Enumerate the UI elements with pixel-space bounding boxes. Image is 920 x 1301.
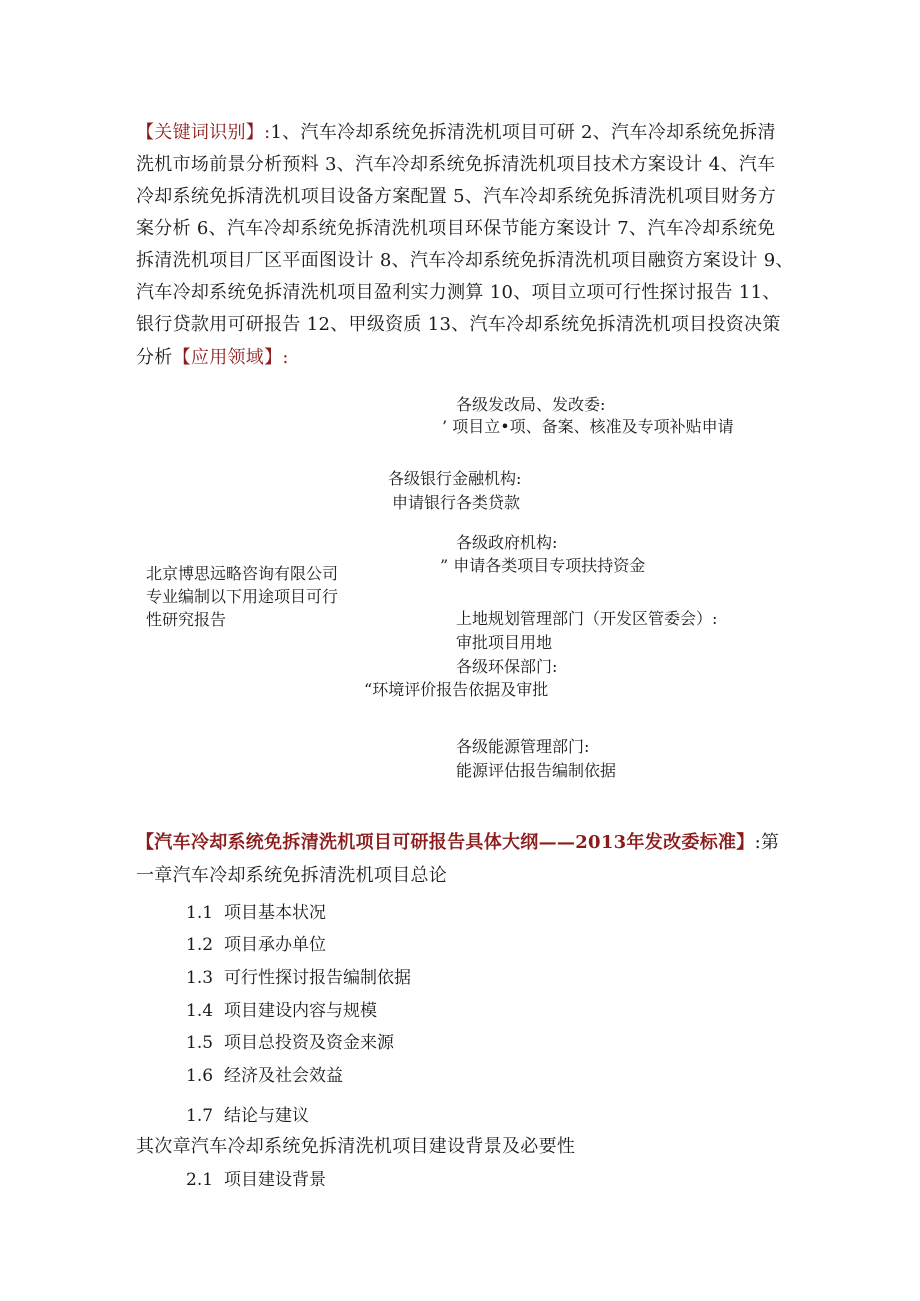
company-line-2: 专业编制以下用途项目可行	[146, 587, 339, 606]
group-env-desc: “环境评价报告依据及审批	[364, 680, 549, 699]
company-box	[146, 562, 338, 631]
keywords-line-2: 洗机市场前景分析预料 3、汽车冷却系统免拆清洗机项目技术方案设计 4、汽车	[136, 154, 776, 175]
group-env-mark: “	[364, 680, 373, 699]
chapter-2-title: 其次章汽车冷却系统免拆清洗机项目建设背景及必要性	[136, 1136, 576, 1157]
toc-item: 1.7 结论与建议	[186, 1106, 309, 1126]
group-ndrc-mark: ’	[442, 417, 448, 436]
group-env-title: 各级环保部门:	[456, 657, 558, 676]
group-ndrc-desc: ’ 项目立•项、备案、核准及专项补贴申请	[442, 417, 734, 436]
company-line-3: 性研究报告	[146, 610, 227, 629]
keywords-last-prefix: 分析	[136, 347, 173, 368]
group-bank-desc: 申请银行各类贷款	[392, 493, 521, 512]
group-gov-title: 各级政府机构:	[456, 533, 558, 552]
group-gov-mark: ”	[440, 556, 449, 575]
toc-item: 1.1 项目基本状况	[186, 903, 326, 923]
application-label: 【应用领域】:	[172, 347, 289, 368]
keywords-line-8	[136, 343, 289, 369]
outline-heading-suffix: :第	[754, 832, 780, 853]
keywords-line-4: 案分析 6、汽车冷却系统免拆清洗机项目环保节能方案设计 7、汽车冷却系统免	[136, 218, 776, 239]
toc-item: 1.5 项目总投资及资金来源	[186, 1033, 394, 1053]
toc-item: 2.1 项目建设背景	[186, 1170, 326, 1190]
toc-item: 1.4 项目建设内容与规模	[186, 1001, 377, 1021]
outline-heading-line	[136, 828, 779, 854]
keywords-line-6: 汽车冷却系统免拆清洗机项目盈利实力测算 10、项目立项可行性探讨报告 11、	[136, 282, 781, 303]
group-land-title: 上地规划管理部门（开发区管委会）:	[456, 609, 718, 628]
toc-item: 1.3 可行性探讨报告编制依据	[186, 968, 411, 988]
chapter-1-title: 一章汽车冷却系统免拆清洗机项目总论	[136, 865, 448, 886]
group-energy-desc: 能源评估报告编制依据	[456, 761, 617, 780]
group-energy-title: 各级能源管理部门:	[456, 737, 590, 756]
group-bank-title: 各级银行金融机构:	[388, 469, 522, 488]
keywords-line-7: 银行贷款用可研报告 12、甲级资质 13、汽车冷却系统免拆清洗机项目投资决策	[136, 314, 781, 335]
company-line-1: 北京博思远略咨询有限公司	[146, 564, 339, 583]
toc-item: 1.2 项目承办单位	[186, 935, 326, 955]
group-gov-desc: ” 申请各类项目专项扶持资金	[440, 556, 646, 575]
group-ndrc-title: 各级发改局、发改委:	[456, 395, 606, 414]
keywords-label: 【关键词识别】:	[136, 122, 271, 143]
keywords-line-5: 拆清洗机项目厂区平面图设计 8、汽车冷却系统免拆清洗机项目融资方案设计 9、	[136, 250, 794, 271]
keywords-line-3: 冷却系统免拆清洗机项目设备方案配置 5、汽车冷却系统免拆清洗机项目财务方	[136, 186, 776, 207]
outline-heading: 【汽车冷却系统免拆清洗机项目可研报告具体大纲——2013年发改委标准】	[136, 832, 755, 853]
keywords-text-1: 1、汽车冷却系统免拆清洗机项目可研 2、汽车冷却系统免拆清	[270, 122, 776, 143]
toc-item: 1.6 经济及社会效益	[186, 1066, 343, 1086]
group-land-desc: 审批项目用地	[456, 633, 553, 652]
keywords-line-1	[136, 118, 776, 144]
